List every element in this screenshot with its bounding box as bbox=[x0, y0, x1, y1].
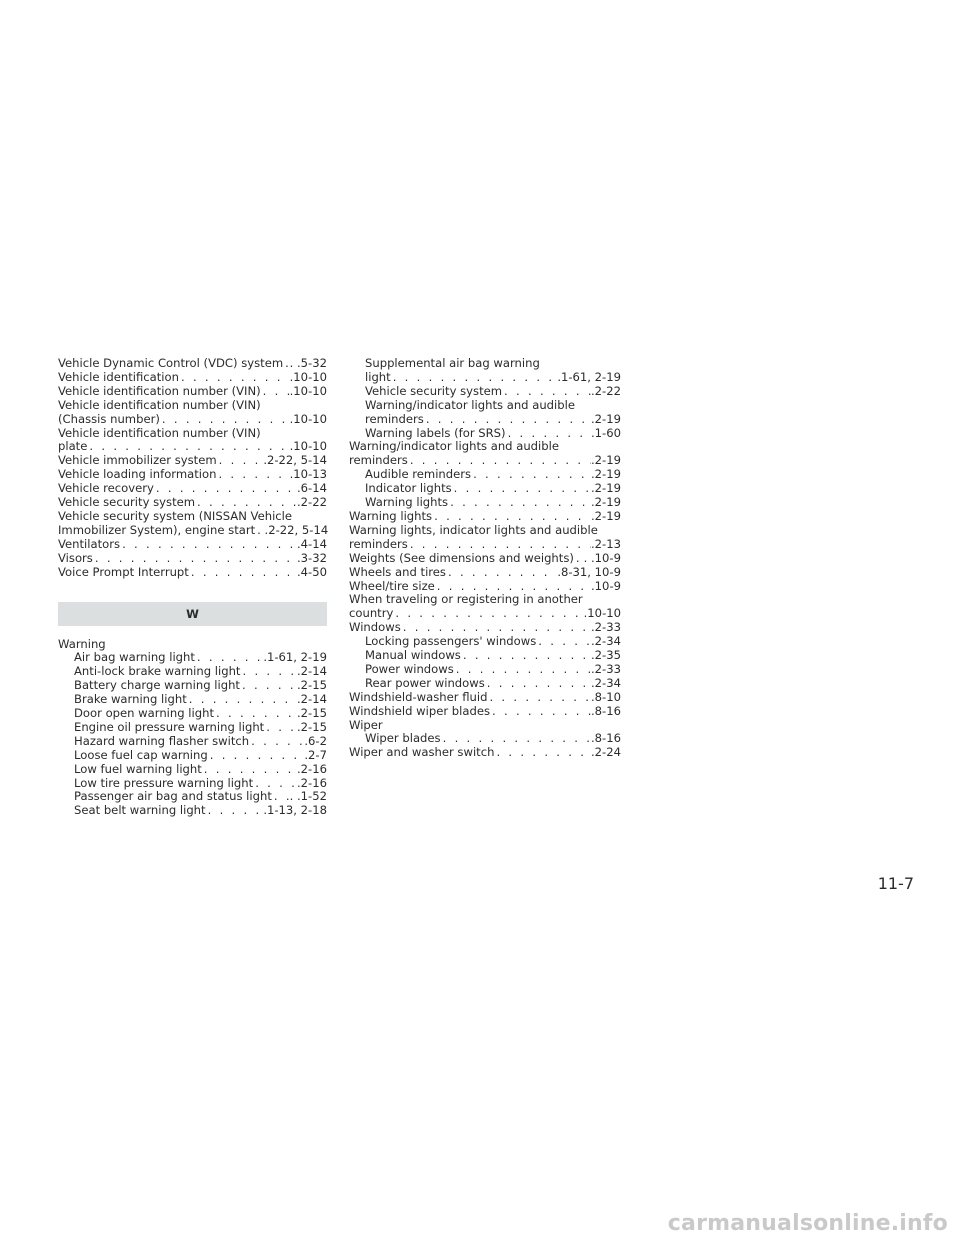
dot-leader bbox=[574, 552, 584, 566]
index-entry bbox=[349, 482, 621, 496]
dot-leader bbox=[461, 649, 591, 663]
index-entry bbox=[58, 468, 327, 482]
index-entry-text: Vehicle immobilizer system bbox=[58, 453, 217, 468]
index-entry bbox=[58, 357, 327, 371]
index-entry-text: Vehicle Dynamic Control (VDC) system bbox=[58, 356, 284, 370]
index-entry bbox=[58, 707, 327, 721]
index-entry-text: Vehicle security system bbox=[365, 383, 503, 398]
dot-leader bbox=[401, 621, 591, 635]
index-entry-page: .10-10 bbox=[289, 439, 327, 454]
index-entry-page: .1-13, 2-18 bbox=[263, 803, 327, 818]
index-entry-page: . .10-9 bbox=[583, 550, 621, 565]
index-entry-text: Voice Prompt Interrupt bbox=[58, 564, 189, 579]
index-entry-page: .8-31, 10-9 bbox=[557, 564, 621, 579]
index-entry-page: .2-15 bbox=[297, 678, 327, 693]
index-entry-text: Vehicle identification number (VIN) bbox=[58, 383, 261, 398]
index-entry-text: Brake warning light bbox=[74, 692, 187, 707]
index-entry-page: .10-10 bbox=[289, 383, 327, 398]
index-entry bbox=[349, 677, 621, 691]
index-entry-text: plate bbox=[58, 439, 88, 454]
index-entry-page: .2-19 bbox=[591, 508, 621, 523]
index-entry-text: Hazard warning flasher switch bbox=[74, 733, 250, 748]
index-group-w-continued bbox=[349, 357, 621, 760]
index-entry-text: Wheel/tire size bbox=[349, 578, 435, 593]
index-entry-page: .3-32 bbox=[297, 550, 327, 565]
index-entry bbox=[349, 454, 621, 468]
index-entry-page: .8-10 bbox=[591, 689, 621, 704]
index-entry bbox=[349, 732, 621, 746]
index-entry bbox=[58, 524, 327, 538]
dot-leader bbox=[179, 371, 290, 385]
index-entry-text: Indicator lights bbox=[365, 481, 452, 496]
index-entry-page: .2-15 bbox=[297, 706, 327, 721]
index-column-right bbox=[349, 357, 621, 760]
index-entry-text: Ventilators bbox=[58, 536, 121, 551]
dot-leader bbox=[487, 691, 591, 705]
index-entry-page: .1-61, 2-19 bbox=[263, 650, 327, 665]
index-entry-page: .8-16 bbox=[591, 703, 621, 718]
index-entry-text: Rear power windows bbox=[365, 675, 485, 690]
index-entry-text: Door open warning light bbox=[74, 706, 214, 721]
dot-leader bbox=[485, 677, 591, 691]
dot-leader bbox=[502, 385, 591, 399]
index-entry bbox=[349, 385, 621, 399]
index-entry-page: .10-13 bbox=[289, 467, 327, 482]
dot-leader bbox=[208, 749, 305, 763]
dot-leader bbox=[216, 468, 289, 482]
dot-leader bbox=[391, 371, 558, 385]
dot-leader bbox=[454, 663, 591, 677]
dot-leader bbox=[506, 427, 591, 441]
index-entry-text: Warning lights bbox=[349, 508, 433, 523]
index-entry bbox=[58, 482, 327, 496]
index-entry bbox=[58, 777, 327, 791]
index-entry bbox=[349, 663, 621, 677]
index-entry-text: Vehicle security system bbox=[58, 495, 196, 510]
index-entry-text: Visors bbox=[58, 550, 93, 565]
index-heading-line: Vehicle security system (NISSAN Vehicle bbox=[58, 508, 293, 523]
index-entry-page: .2-33 bbox=[591, 620, 621, 635]
index-entry-page: .2-24 bbox=[591, 745, 621, 760]
index-entry-text: Low fuel warning light bbox=[74, 761, 202, 776]
dot-leader bbox=[264, 721, 297, 735]
index-column-left bbox=[58, 357, 327, 818]
dot-leader bbox=[490, 705, 591, 719]
dot-leader bbox=[471, 468, 591, 482]
index-entry-page: .2-15 bbox=[297, 719, 327, 734]
index-heading-line: Warning/indicator lights and audible bbox=[349, 439, 559, 454]
index-entry-text: Vehicle recovery bbox=[58, 481, 154, 496]
index-entry bbox=[58, 496, 327, 510]
index-entry bbox=[58, 693, 327, 707]
index-entry-page: .10-10 bbox=[289, 369, 327, 384]
dot-leader bbox=[452, 482, 591, 496]
dot-leader bbox=[253, 777, 297, 791]
index-entry bbox=[349, 538, 621, 552]
dot-leader bbox=[240, 679, 297, 693]
index-entry bbox=[349, 635, 621, 649]
index-entry-text: Low tire pressure warning light bbox=[74, 775, 254, 790]
dot-leader bbox=[154, 482, 297, 496]
dot-leader bbox=[217, 454, 264, 468]
index-entry-text: Windshield wiper blades bbox=[349, 703, 491, 718]
dot-leader bbox=[189, 566, 297, 580]
index-entry-page: .10-10 bbox=[583, 606, 621, 621]
index-entry bbox=[58, 721, 327, 735]
index-entry-page: .2-16 bbox=[297, 775, 327, 790]
dot-leader bbox=[393, 607, 583, 621]
index-entry-text: Windshield-washer fluid bbox=[349, 689, 488, 704]
index-group-v bbox=[58, 357, 327, 580]
index-entry-page: .1-61, 2-19 bbox=[557, 369, 621, 384]
dot-leader bbox=[494, 746, 591, 760]
index-entry bbox=[349, 649, 621, 663]
dot-leader bbox=[536, 635, 591, 649]
dot-leader bbox=[432, 510, 591, 524]
index-heading-line: When traveling or registering in another bbox=[349, 592, 583, 607]
index-entry-page: . .2-22, 5-14 bbox=[257, 522, 329, 537]
index-entry bbox=[349, 705, 621, 719]
index-entry bbox=[58, 371, 327, 385]
index-entry-text: reminders bbox=[349, 453, 408, 468]
index-heading-line: Warning/indicator lights and audible bbox=[365, 397, 575, 412]
index-entry bbox=[349, 691, 621, 705]
index-entry bbox=[58, 566, 327, 580]
dot-leader bbox=[195, 496, 297, 510]
index-entry bbox=[58, 440, 327, 454]
index-entry-page: .2-34 bbox=[591, 675, 621, 690]
index-entry bbox=[349, 552, 621, 566]
index-entry-page: .6-14 bbox=[297, 481, 327, 496]
index-entry bbox=[349, 496, 621, 510]
index-entry-text: Passenger air bag and status light bbox=[74, 789, 272, 804]
index-entry-text: Battery charge warning light bbox=[74, 678, 240, 693]
index-entry-text: Seat belt warning light bbox=[74, 803, 206, 818]
index-entry-page: .2-33 bbox=[591, 661, 621, 676]
index-heading-line: Wiper bbox=[349, 717, 383, 732]
dot-leader bbox=[240, 665, 297, 679]
index-entry-page: .4-50 bbox=[297, 564, 327, 579]
index-entry-page: .2-22, 5-14 bbox=[263, 453, 327, 468]
index-entry bbox=[58, 804, 327, 818]
index-group-w bbox=[58, 638, 327, 819]
index-entry bbox=[349, 580, 621, 594]
index-entry bbox=[349, 468, 621, 482]
index-entry-text: Loose fuel cap warning bbox=[74, 747, 208, 762]
index-entry-page: .2-22 bbox=[591, 383, 621, 398]
index-entry bbox=[58, 413, 327, 427]
section-header-w: W bbox=[58, 602, 327, 626]
index-entry-text: Immobilizer System), engine start bbox=[58, 522, 256, 537]
index-entry-page: .2-19 bbox=[591, 453, 621, 468]
index-heading-line: Supplemental air bag warning bbox=[365, 356, 540, 370]
index-entry bbox=[58, 735, 327, 749]
dot-leader bbox=[206, 804, 264, 818]
index-entry bbox=[349, 621, 621, 635]
dot-leader bbox=[261, 385, 290, 399]
index-entry-page: .4-14 bbox=[297, 536, 327, 551]
dot-leader bbox=[272, 790, 290, 804]
index-entry-page: .2-34 bbox=[591, 634, 621, 649]
dot-leader bbox=[446, 566, 557, 580]
index-entry-text: Wheels and tires bbox=[349, 564, 446, 579]
dot-leader bbox=[93, 552, 297, 566]
dot-leader bbox=[87, 440, 289, 454]
index-entry bbox=[349, 413, 621, 427]
dot-leader bbox=[214, 707, 297, 721]
index-entry-text: reminders bbox=[349, 536, 408, 551]
index-entry bbox=[58, 665, 327, 679]
index-entry-text: light bbox=[365, 369, 391, 384]
dot-leader bbox=[424, 413, 591, 427]
index-heading-line: Warning lights, indicator lights and audible bbox=[349, 522, 598, 537]
index-entry-page: .2-13 bbox=[591, 536, 621, 551]
dot-leader bbox=[435, 580, 591, 594]
index-entry bbox=[349, 427, 621, 441]
page-number: 11-7 bbox=[877, 874, 914, 893]
index-entry-page: . .5-32 bbox=[289, 356, 327, 370]
index-entry-page: .2-19 bbox=[591, 411, 621, 426]
index-heading-line: Vehicle identification number (VIN) bbox=[58, 397, 261, 412]
index-entry-text: Wiper and washer switch bbox=[349, 745, 495, 760]
index-entry-page: .2-16 bbox=[297, 761, 327, 776]
index-entry-text: Weights (See dimensions and weights) bbox=[349, 550, 574, 565]
index-entry-page: .10-9 bbox=[591, 578, 621, 593]
index-entry-text: Wiper blades bbox=[365, 731, 441, 746]
index-entry bbox=[58, 538, 327, 552]
dot-leader bbox=[195, 651, 263, 665]
index-entry bbox=[58, 552, 327, 566]
index-entry-text: Power windows bbox=[365, 661, 454, 676]
index-entry-page: .2-7 bbox=[304, 747, 327, 762]
dot-leader bbox=[408, 538, 591, 552]
index-entry-page: .8-16 bbox=[591, 731, 621, 746]
dot-leader bbox=[448, 496, 591, 510]
index-entry-text: reminders bbox=[365, 411, 424, 426]
index-entry-text: Vehicle loading information bbox=[58, 467, 217, 482]
dot-leader bbox=[408, 454, 591, 468]
index-entry-text: (Chassis number) bbox=[58, 411, 160, 426]
dot-leader bbox=[160, 413, 290, 427]
index-entry-text: Anti-lock brake warning light bbox=[74, 664, 241, 679]
index-entry-page: .2-19 bbox=[591, 467, 621, 482]
index-entry bbox=[349, 746, 621, 760]
index-entry bbox=[349, 566, 621, 580]
index-entry bbox=[58, 679, 327, 693]
index-entry-text: Warning lights bbox=[365, 495, 449, 510]
index-entry bbox=[349, 607, 621, 621]
index-entry bbox=[58, 651, 327, 665]
dot-leader bbox=[187, 693, 297, 707]
index-entry-text: Air bag warning light bbox=[74, 650, 195, 665]
index-entry-page: .6-2 bbox=[304, 733, 327, 748]
index-entry-text: Locking passengers' windows bbox=[365, 634, 537, 649]
index-entry-text: Windows bbox=[349, 620, 401, 635]
watermark: carmanualsonline.info bbox=[667, 1211, 948, 1236]
index-entry-text: Warning labels (for SRS) bbox=[365, 425, 506, 440]
index-heading-line: Vehicle identification number (VIN) bbox=[58, 425, 261, 440]
index-entry-text: Audible reminders bbox=[365, 467, 472, 482]
index-entry-page: .10-10 bbox=[289, 411, 327, 426]
index-entry-page: . .1-52 bbox=[289, 789, 327, 804]
index-entry bbox=[58, 385, 327, 399]
index-entry-page: .2-19 bbox=[591, 495, 621, 510]
index-entry bbox=[349, 371, 621, 385]
index-entry-page: .2-14 bbox=[297, 664, 327, 679]
index-entry-page: .2-14 bbox=[297, 692, 327, 707]
dot-leader bbox=[120, 538, 297, 552]
index-entry-page: .2-22 bbox=[297, 495, 327, 510]
dot-leader bbox=[202, 763, 297, 777]
index-entry-text: Engine oil pressure warning light bbox=[74, 719, 265, 734]
index-entry-page: .2-19 bbox=[591, 481, 621, 496]
index-entry-text: Vehicle identification bbox=[58, 369, 179, 384]
index-entry bbox=[349, 510, 621, 524]
index-entry bbox=[58, 790, 327, 804]
index-entry-text: Manual windows bbox=[365, 648, 461, 663]
dot-leader bbox=[249, 735, 304, 749]
index-entry bbox=[58, 763, 327, 777]
index-entry-page: .1-60 bbox=[591, 425, 621, 440]
index-entry bbox=[58, 749, 327, 763]
index-heading-line: Warning bbox=[58, 636, 106, 651]
dot-leader bbox=[441, 732, 591, 746]
index-entry bbox=[58, 454, 327, 468]
index-entry-text: country bbox=[349, 606, 394, 621]
index-entry-page: .2-35 bbox=[591, 648, 621, 663]
